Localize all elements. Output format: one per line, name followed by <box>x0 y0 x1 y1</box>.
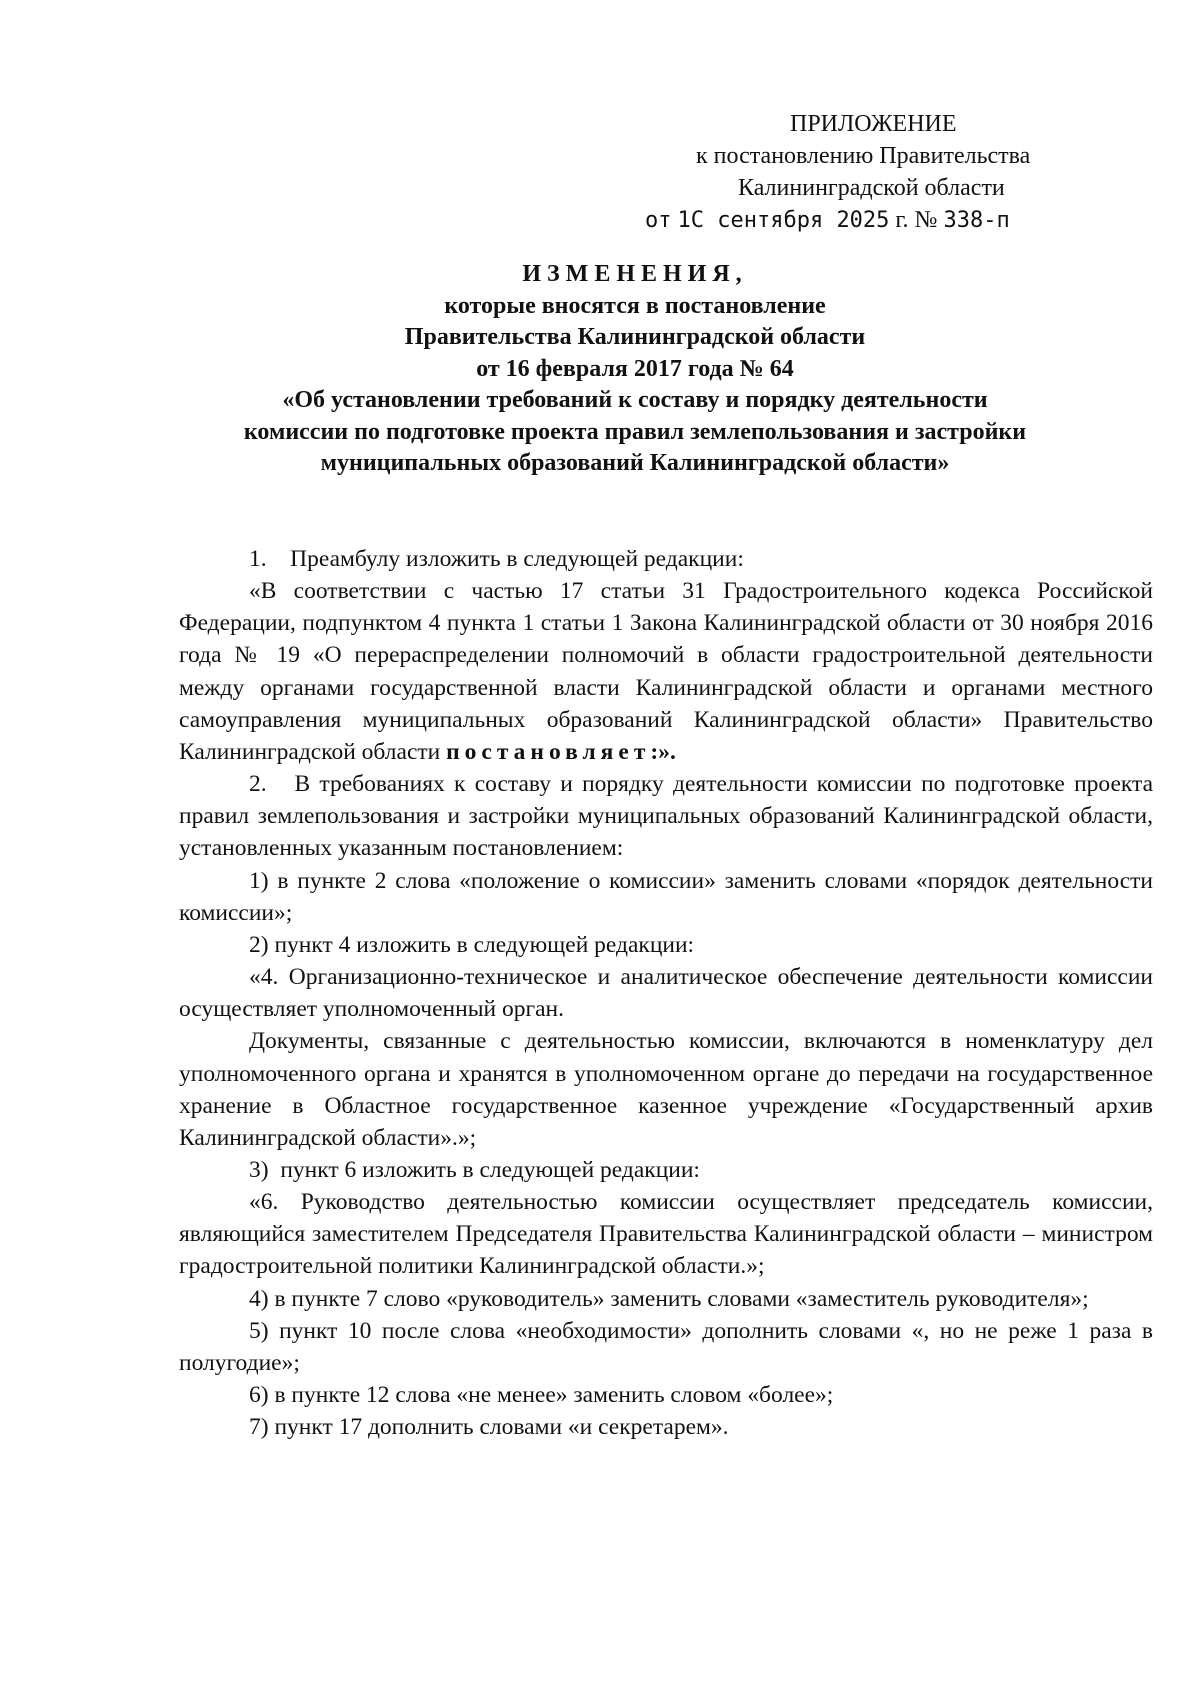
paragraph-6: «4. Организационно-техническое и аналитическое обеспечение деятельности комиссии осуществляет уполномоченный орган. <box>179 964 1153 1023</box>
paragraph-12: 6) в пункте 12 слова «не менее» заменить словом «более»; <box>249 1382 834 1409</box>
heading-line-1: которые вносятся в постановление <box>444 293 826 319</box>
paragraph-7: Документы, связанные с деятельностью комиссии, включаются в номенклатуру дел уполномоченного органа и хранятся в уполномоченном органе до передачи на государственное хранение в Областное государственное казенное учреждение «Государственный архив Калининградской области».»; <box>179 1028 1153 1151</box>
heading-line-5: комиссии по подготовке проекта правил землепользования и застройки <box>243 419 1027 445</box>
paragraph-13: 7) пункт 17 дополнить словами «и секретарем». <box>249 1414 729 1441</box>
appendix-number: 338-п <box>943 208 1010 233</box>
paragraph-11: 5) пункт 10 после слова «необходимости» дополнить словами «, но не реже 1 раза в полугодие»; <box>179 1317 1153 1376</box>
appendix-line-1: к постановлению Правительства <box>696 143 1031 169</box>
paragraph-4: 1) в пункте 2 слова «положение о комиссии» заменить словами «порядок деятельности комиссии»; <box>179 867 1153 926</box>
document-body <box>179 543 1153 1443</box>
paragraph-9: «6. Руководство деятельностью комиссии осуществляет председатель комиссии, являющийся заместителем Председателя Правительства Калининградской области – министром градостроительной политики Калининградской области.»; <box>179 1189 1153 1280</box>
heading-line-3: от 16 февраля 2017 года № 64 <box>476 356 794 382</box>
paragraph-2-text: «В соответствии с частью 17 статьи 31 Градостроительного кодекса Российской Федерации, подпунктом 4 пункта 1 статьи 1 Закона Калининградской области от 30 ноября 2016 года № 19 «О перераспределении полномочий в области градостроительной деятельности между органами государственной власти Калининградской области и органами местного самоуправления муниципальных образований Калининградской области» Правительство Калининградской области <box>179 578 1153 765</box>
paragraph-3: 2. В требованиях к составу и порядку деятельности комиссии по подготовке проекта правил землепользования и застройки муниципальных образований Калининградской области, установленных указанным постановлением: <box>179 771 1153 862</box>
appendix-title: ПРИЛОЖЕНИЕ <box>790 111 957 137</box>
paragraph-10: 4) в пункте 7 слово «руководитель» заменить словами «заместитель руководителя»; <box>249 1285 1089 1312</box>
appendix-line-2: Калининградской области <box>738 175 1005 201</box>
paragraph-2-end: :». <box>650 738 676 765</box>
appendix-date-value: 1С сентября 2025 <box>677 208 890 233</box>
paragraph-2 <box>179 575 1153 768</box>
paragraph-2-keyword: постановляет <box>446 738 651 765</box>
appendix-date-prefix: от <box>645 208 672 233</box>
appendix-date-mid: г. № <box>895 207 938 233</box>
appendix-date-line <box>645 204 1010 237</box>
paragraph-5: 2) пункт 4 изложить в следующей редакции: <box>249 931 695 958</box>
heading-line-6: муниципальных образований Калининградской области» <box>320 450 950 476</box>
document-title: ИЗМЕНЕНИЯ, <box>522 261 748 287</box>
paragraph-1: 1. Преамбулу изложить в следующей редакции: <box>249 546 744 572</box>
heading-line-4: «Об установлении требований к составу и порядку деятельности <box>282 387 988 413</box>
heading-line-2: Правительства Калининградской области <box>404 324 866 350</box>
paragraph-8: 3) пункт 6 изложить в следующей редакции: <box>249 1156 700 1183</box>
